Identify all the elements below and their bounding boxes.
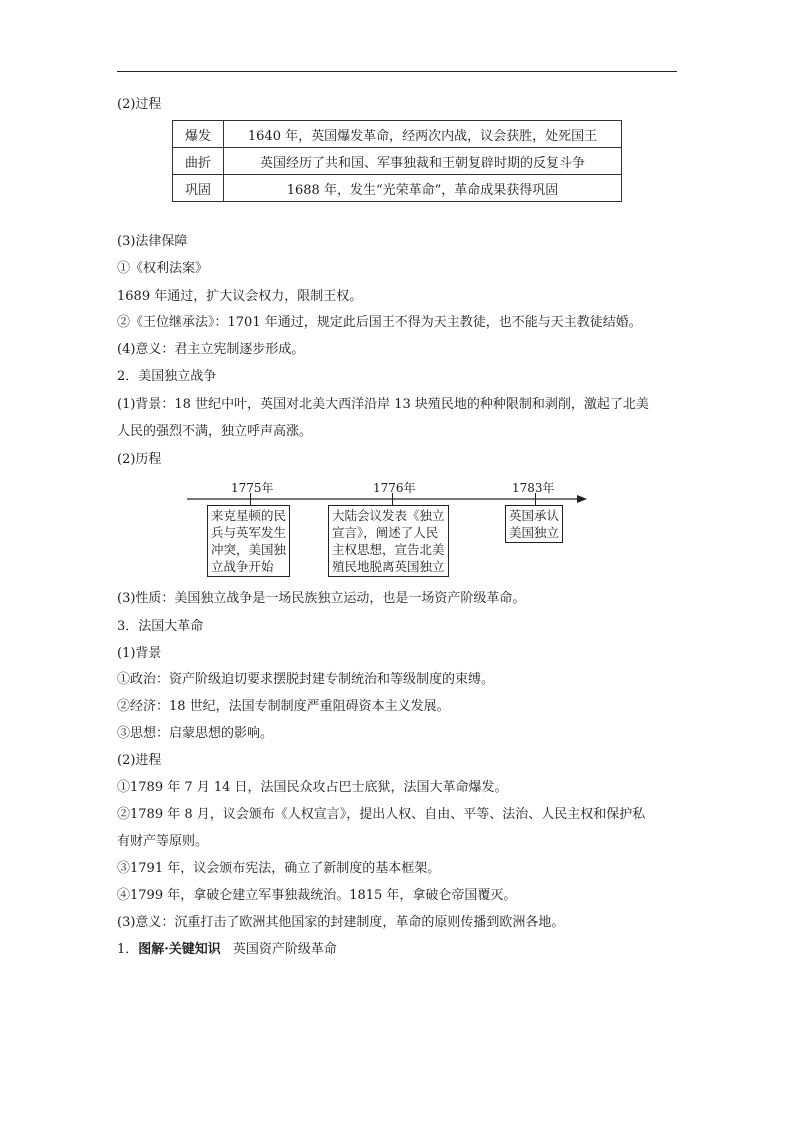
us-war-title: 2．美国独立战争 [117,369,217,384]
event-line: 大陆会议发表《独立 [332,508,445,523]
timeline-event-1775 [207,505,290,577]
section-process-title: (2)过程 [117,97,162,112]
table-row [173,148,622,175]
fr-course-1789-july: ①1789 年 7 月 14 日，法国民众攻占巴士底狱，法国大革命爆发。 [117,780,508,795]
event-line: 冲突，美国独 [211,542,287,557]
event-line: 宣言》，阐述了人民 [332,525,439,540]
table-cell-key: 曲折 [173,148,224,175]
table-row [173,175,622,202]
us-nature: (3)性质：美国独立战争是一场民族独立运动，也是一场资产阶级革命。 [117,591,526,606]
fr-significance: (3)意义：沉重打击了欧洲其他国家的封建制度，革命的原则传播到欧洲各地。 [117,915,565,930]
us-background-line2: 人民的强烈不满，独立呼声高涨。 [117,424,313,439]
heading-bold: 图解·关键知识 [138,942,221,957]
event-line: 立战争开始 [211,559,274,574]
timeline-year-1775: 1775年 [231,481,274,495]
diagram-heading [117,941,337,959]
law-bill-of-rights-text: 1689 年通过，扩大议会权力，限制王权。 [117,289,363,304]
table-row [173,121,622,148]
law-bill-of-rights-title: ①《权利法案》 [117,261,209,276]
timeline-arrow-icon [577,495,587,503]
timeline-event-1776 [328,505,449,577]
heading-topic: 英国资产阶级革命 [232,942,337,957]
timeline-tick [392,493,393,505]
fr-course-title: (2)进程 [117,753,162,768]
section-significance: (4)意义：君主立宪制逐步形成。 [117,342,305,357]
fr-background-thought: ③思想：启蒙思想的影响。 [117,726,274,741]
timeline-event-1783 [505,505,563,543]
event-line: 殖民地脱离英国独立 [332,559,445,574]
heading-number: 1． [117,942,139,957]
french-revolution-title: 3．法国大革命 [117,619,204,634]
fr-course-1789-august-cont: 有财产等原则。 [117,834,209,849]
event-line: 英国承认 [509,508,560,523]
fr-course-1791: ③1791 年，议会颁布宪法，确立了新制度的基本框架。 [117,861,441,876]
table-cell-value: 1640 年，英国爆发革命，经两次内战，议会获胜，处死国王 [224,121,622,148]
section-law-title: (3)法律保障 [117,234,188,249]
timeline-tick [535,493,536,505]
table-cell-value: 1688 年，发生“光荣革命”，革命成果获得巩固 [224,175,622,202]
table-cell-value: 英国经历了共和国、军事独裁和王朝复辟时期的反复斗争 [224,148,622,175]
fr-course-1789-august: ②1789 年 8 月，议会颁布《人权宣言》，提出人权、自由、平等、法治、人民主权和保护私 [117,807,646,822]
process-table [172,120,622,202]
us-timeline [0,478,794,578]
event-line: 兵与英军发生 [211,525,287,540]
table-cell-key: 爆发 [173,121,224,148]
us-background-line1: (1)背景：18 世纪中叶，英国对北美大西洋沿岸 13 块殖民地的种种限制和剥削，激起了北美 [117,397,649,412]
timeline-year-1783: 1783年 [512,481,555,495]
header-rule [117,71,677,72]
fr-background-title: (1)背景 [117,646,162,661]
fr-course-1799: ④1799 年，拿破仑建立军事独裁统治。1815 年，拿破仑帝国覆灭。 [117,888,517,903]
event-line: 美国独立 [509,525,560,540]
fr-background-economy: ②经济：18 世纪，法国专制制度严重阻碍资本主义发展。 [117,699,450,714]
table-cell-key: 巩固 [173,175,224,202]
fr-background-politics: ①政治：资产阶级迫切要求摆脱封建专制统治和等级制度的束缚。 [117,672,495,687]
us-course-title: (2)历程 [117,452,162,467]
event-line: 主权思想，宣告北美 [332,542,445,557]
law-act-of-settlement-text: ②《王位继承法》：1701 年通过，规定此后国王不得为天主教徒，也不能与天主教徒结婚。 [117,315,642,330]
timeline-year-1776: 1776年 [373,481,416,495]
event-line: 来克星顿的民 [211,508,287,523]
timeline-tick [250,493,251,505]
